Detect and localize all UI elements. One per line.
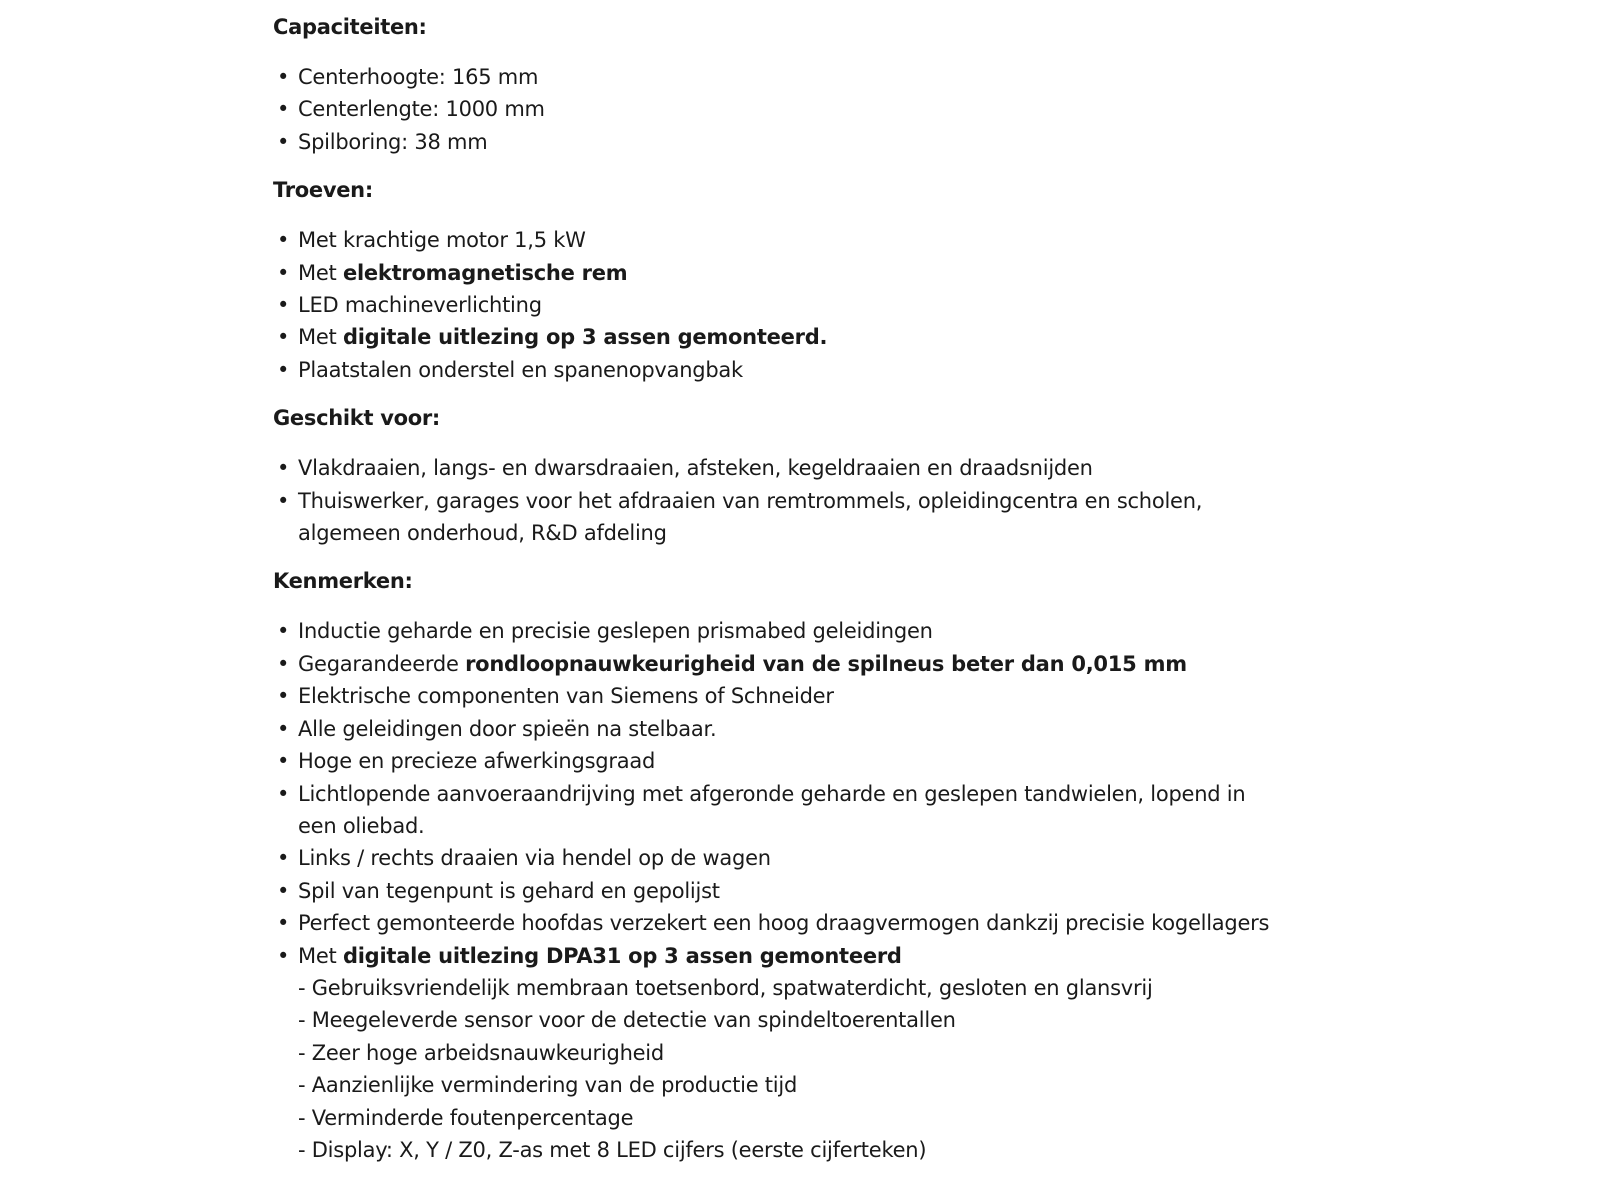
list-item xyxy=(273,61,1353,93)
list-item-prefix: Met xyxy=(298,260,343,285)
list-item-line xyxy=(298,257,1353,289)
list-item-emphasis: digitale uitlezing op 3 assen gemonteerd. xyxy=(342,325,828,350)
bullet-icon: • xyxy=(277,716,290,741)
list-item-text: Hoge en precieze afwerkingsgraad xyxy=(298,749,656,774)
bullet-icon: • xyxy=(277,129,290,154)
bullet-icon: • xyxy=(277,684,290,709)
list-item xyxy=(273,485,1353,550)
list-item-emphasis: elektromagnetische rem xyxy=(342,260,628,285)
list-item-text: Spilboring: 38 mm xyxy=(298,129,488,154)
spec-subline: - Gebruiksvriendelijk membraan toetsenbord, spatwaterdicht, gesloten en glansvrij xyxy=(298,975,1153,1000)
bullet-icon: • xyxy=(277,260,290,285)
list-item-line xyxy=(298,321,1353,353)
bullet-icon: • xyxy=(277,619,290,644)
list-item-prefix: Gegarandeerde xyxy=(298,651,466,676)
bullet-icon: • xyxy=(277,911,290,936)
list-item-text: Elektrische componenten van Siemens of Schneider xyxy=(298,684,834,709)
bullet-list-capaciteiten xyxy=(273,61,1353,158)
list-item-line: Lichtlopende aanvoeraandrijving met afgeronde geharde en geslepen tandwielen, lopend in xyxy=(298,781,1246,806)
list-item xyxy=(273,321,1353,353)
bullet-icon: • xyxy=(277,651,290,676)
list-item xyxy=(273,713,1353,745)
list-item-emphasis: rondloopnauwkeurigheid van de spilneus beter dan 0,015 mm xyxy=(465,651,1187,676)
list-item-text: Links / rechts draaien via hendel op de wagen xyxy=(298,846,771,871)
bullet-icon: • xyxy=(277,749,290,774)
bullet-list-troeven xyxy=(273,224,1353,386)
list-item-text: Centerhoogte: 165 mm xyxy=(298,65,539,89)
list-item xyxy=(273,354,1353,386)
list-item xyxy=(273,680,1353,712)
bullet-icon: • xyxy=(277,488,290,513)
list-item xyxy=(273,224,1353,256)
list-item xyxy=(273,126,1353,158)
bullet-icon: • xyxy=(277,228,290,253)
bullet-icon: • xyxy=(277,456,290,481)
spec-subline: - Verminderde foutenpercentage xyxy=(298,1105,634,1130)
bullet-icon: • xyxy=(277,846,290,871)
list-item-text: Centerlengte: 1000 mm xyxy=(298,97,545,122)
list-item xyxy=(273,940,1353,1167)
list-item xyxy=(273,648,1353,680)
bullet-icon: • xyxy=(277,357,290,382)
list-item-text: LED machineverlichting xyxy=(298,293,542,318)
bullet-icon: • xyxy=(277,65,290,89)
section-title-troeven: Troeven: xyxy=(273,178,373,203)
list-item-text: Alle geleidingen door spieën na stelbaar. xyxy=(298,716,717,741)
list-item-text: Inductie geharde en precisie geslepen prismabed geleidingen xyxy=(298,619,933,644)
bullet-list-geschikt-voor xyxy=(273,452,1353,549)
list-item-text: Vlakdraaien, langs- en dwarsdraaien, afsteken, kegeldraaien en draadsnijden xyxy=(298,456,1093,481)
list-item-text: Spil van tegenpunt is gehard en gepolijst xyxy=(298,878,720,903)
list-item xyxy=(273,93,1353,125)
list-item-text: Plaatstalen onderstel en spanenopvangbak xyxy=(298,357,743,382)
list-item-line: algemeen onderhoud, R&D afdeling xyxy=(298,521,667,546)
section-title-kenmerken: Kenmerken: xyxy=(273,569,413,594)
list-item xyxy=(273,745,1353,777)
list-item xyxy=(273,907,1353,939)
list-item xyxy=(273,615,1353,647)
bullet-icon: • xyxy=(277,293,290,318)
spec-subline: - Zeer hoge arbeidsnauwkeurigheid xyxy=(298,1040,664,1065)
product-description xyxy=(273,8,1353,1179)
list-item-prefix: Met xyxy=(298,325,343,350)
spec-subline: - Meegeleverde sensor voor de detectie van spindeltoerentallen xyxy=(298,1008,956,1033)
list-item-line: een oliebad. xyxy=(298,813,425,838)
bullet-icon: • xyxy=(277,97,290,122)
spec-subline: - Display: X, Y / Z0, Z-as met 8 LED cijfers (eerste cijferteken) xyxy=(298,1137,927,1162)
list-item-line xyxy=(298,940,1353,972)
list-item xyxy=(273,875,1353,907)
bullet-icon: • xyxy=(277,781,290,806)
list-item xyxy=(273,289,1353,321)
list-item-line: Thuiswerker, garages voor het afdraaien van remtrommels, opleidingcentra en scholen, xyxy=(298,488,1203,513)
section-title-geschikt-voor: Geschikt voor: xyxy=(273,406,440,431)
list-item-line xyxy=(298,648,1353,680)
section-title-capaciteiten: Capaciteiten: xyxy=(273,15,427,39)
list-item-text: Met krachtige motor 1,5 kW xyxy=(298,228,586,253)
bullet-list-kenmerken xyxy=(273,615,1353,1166)
list-item-text: Perfect gemonteerde hoofdas verzekert een hoog draagvermogen dankzij precisie kogellagers xyxy=(298,911,1270,936)
list-item-emphasis: digitale uitlezing DPA31 op 3 assen gemonteerd xyxy=(342,943,902,968)
bullet-icon: • xyxy=(277,325,290,350)
bullet-icon: • xyxy=(277,878,290,903)
list-item xyxy=(273,842,1353,874)
list-item-prefix: Met xyxy=(298,943,343,968)
bullet-icon: • xyxy=(277,943,290,968)
list-item xyxy=(273,778,1353,843)
list-item xyxy=(273,452,1353,484)
spec-subline: - Aanzienlijke vermindering van de productie tijd xyxy=(298,1073,798,1098)
list-item xyxy=(273,257,1353,289)
